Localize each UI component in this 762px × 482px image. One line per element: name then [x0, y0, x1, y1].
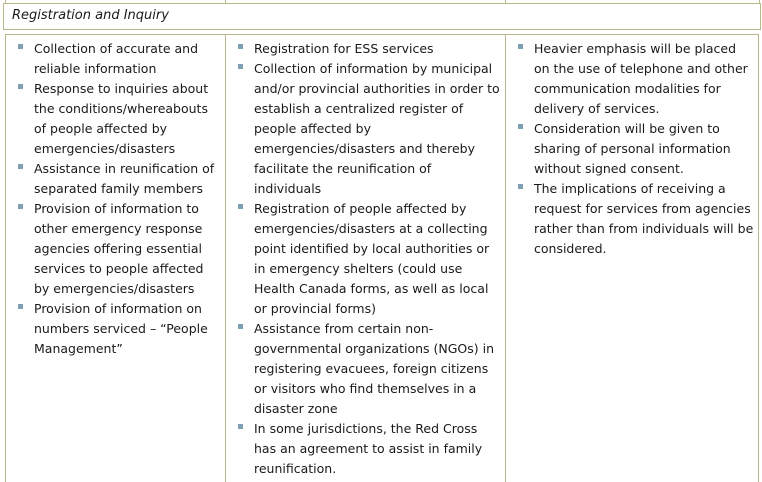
column-current-practice — [225, 34, 506, 482]
list-item — [226, 319, 501, 419]
bullet-list — [6, 35, 225, 359]
list-item — [6, 79, 221, 159]
square-bullet-icon — [238, 324, 243, 329]
square-bullet-icon — [18, 44, 23, 49]
list-item — [226, 199, 501, 319]
square-bullet-icon — [18, 304, 23, 309]
square-bullet-icon — [518, 124, 523, 129]
square-bullet-icon — [18, 84, 23, 89]
list-item — [506, 39, 754, 119]
section-title: Registration and Inquiry — [12, 8, 169, 23]
column-functions — [5, 34, 226, 482]
list-item-text: Assistance from certain non-governmental organizations (NGOs) in registering evacuees, foreign citizens or visitors who find themselves in a disaster zone — [254, 321, 495, 416]
list-item — [6, 199, 221, 299]
list-item — [506, 179, 754, 259]
square-bullet-icon — [518, 44, 523, 49]
list-item-text: The implications of receiving a request for services from agencies rather than from individuals will be considered. — [534, 181, 754, 256]
list-item — [506, 119, 754, 179]
list-item-text: Response to inquiries about the conditions/whereabouts of people affected by emergencies/disasters — [34, 81, 209, 156]
list-item-text: Registration of people affected by emergencies/disasters at a collecting point identified by local authorities or in emergency shelters (could use Health Canada forms, as well as local or provincial forms) — [254, 201, 490, 316]
list-item — [6, 39, 221, 79]
bullet-list — [226, 35, 505, 479]
list-item — [6, 299, 221, 359]
square-bullet-icon — [238, 424, 243, 429]
square-bullet-icon — [238, 204, 243, 209]
list-item — [226, 59, 501, 199]
list-item-text: Registration for ESS services — [254, 41, 434, 56]
list-item — [226, 39, 501, 59]
list-item-text: Provision of information on numbers serviced – “People Management” — [34, 301, 208, 356]
square-bullet-icon — [18, 204, 23, 209]
list-item-text: Assistance in reunification of separated family members — [34, 161, 215, 196]
list-item-text: Heavier emphasis will be placed on the use of telephone and other communication modalities for delivery of services. — [534, 41, 748, 116]
bullet-list — [506, 35, 758, 259]
square-bullet-icon — [518, 184, 523, 189]
list-item-text: Collection of accurate and reliable information — [34, 41, 199, 76]
list-item-text: In some jurisdictions, the Red Cross has an agreement to assist in family reunification. — [254, 421, 483, 476]
list-item-text: Provision of information to other emergency response agencies offering essential services to people affected by emergencies/disasters — [34, 201, 204, 296]
column-pandemic-changes — [505, 34, 759, 482]
square-bullet-icon — [238, 44, 243, 49]
list-item-text: Collection of information by municipal and/or provincial authorities in order to establish a centralized register of people affected by emergencies/disasters and thereby facilitate the reunification of individuals — [254, 61, 500, 196]
square-bullet-icon — [238, 64, 243, 69]
list-item — [6, 159, 221, 199]
square-bullet-icon — [18, 164, 23, 169]
section-header-row — [3, 3, 761, 30]
list-item-text: Consideration will be given to sharing of personal information without signed consent. — [534, 121, 731, 176]
list-item — [226, 419, 501, 479]
